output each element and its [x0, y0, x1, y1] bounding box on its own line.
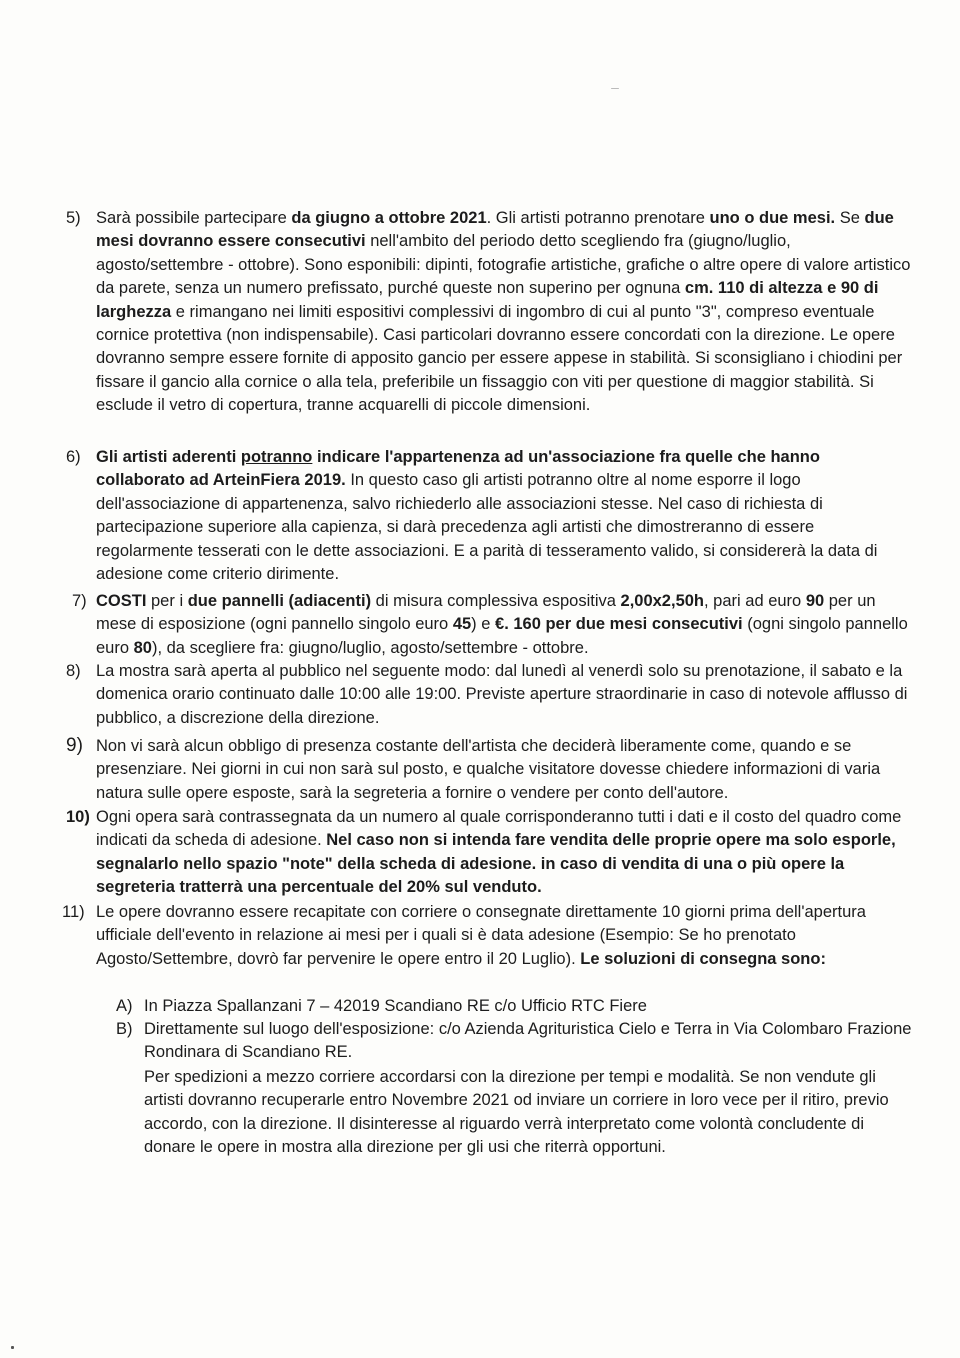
subitem-letter: A): [116, 997, 133, 1015]
bold-text: 80: [133, 638, 152, 657]
text-run: La mostra sarà aperta al pubblico nel seguente modo: dal lunedì al venerdì solo su prenotazione, il sabato e la domenica orario continuato dalle 10:00 alle 19:00. Previste aperture straordinarie in caso di notevole afflusso di pubblico, a discrezione della direzione.: [96, 662, 908, 727]
item-number: 9): [66, 735, 83, 756]
text-run: Se: [835, 209, 865, 227]
item-number: 6): [66, 448, 81, 466]
text-run: ), da scegliere fra: giugno/luglio, agosto/settembre - ottobre.: [151, 638, 589, 657]
text-run: Ogni opera sarà contrassegnata da un numero al quale corrisponderanno tutti i dati e il costo del quadro come indicati da scheda di adesione.: [96, 808, 902, 850]
text-run: di misura complessiva espositiva: [371, 592, 621, 610]
subitem-text: Direttamente sul luogo dell'esposizione: c/o Azienda Agrituristica Cielo e Terra in Via Colombaro Frazione Rondinara di Scandiano RE.: [144, 1020, 912, 1062]
bold-text: cm. 110 di altezza e 90 di larghezza: [96, 279, 879, 321]
subitem-letter: B): [116, 1020, 133, 1038]
text-run: nell'ambito del periodo detto scegliendo fra (giugno/luglio, agosto/settembre - ottobre). Sono esponibili: dipinti, fotografie artistiche, grafiche o altre opere di valore artistico da parete, senza un numero prefissato, purché queste non superino per ognuna: [96, 232, 911, 298]
text-run: Sarà possibile partecipare: [96, 209, 292, 227]
bold-text: 90: [805, 592, 825, 610]
text-run: Non vi sarà alcun obbligo di presenza costante dell'artista che deciderà liberamente come, quando e se presenziare. Nei giorni in cui non sarà sul posto, e qualche visitatore dovesse chiedere informazioni di varia natura sulle opere esposte, sarà la segreteria a fornire o vendere per conto dell'autore.: [96, 737, 881, 802]
item-number: 5): [66, 209, 81, 227]
bold-text: 2,00x2,50h: [620, 592, 704, 610]
bold-text: €. 160 per due mesi consecutivi: [495, 615, 743, 634]
text-run: e rimangano nei limiti espositivi complessivi di ingombro di cui al punto "3", compreso eventuale cornice protettiva (non indispensabile). Casi particolari dovranno essere concordati con la direzione. Le opere dovranno sempre essere fornite di apposito gancio per essere appese in stabilità. Si sconsigliano i chiodini per fissare il gancio alla cornice o alla tela, preferibile un fissaggio con viti per questione di maggior stabilità. Si esclude il vetro di copertura, tranne acquarelli di piccole dimensioni.: [96, 302, 903, 415]
bold-text: due mesi dovranno essere consecutivi: [96, 209, 894, 251]
bold-text: Nel caso non si intenda fare vendita delle proprie opere ma solo esporle, segnalarlo nello spazio "note" della scheda di adesione. in caso di vendita di una o più opere la segreteria tratterrà una percentuale del 20% sul venduto.: [96, 831, 896, 897]
text-run: Le opere dovranno essere recapitate con corriere o consegnate direttamente 10 giorni prima dell'apertura ufficiale dell'evento in relazione ai mesi per i quali si è data adesione (Esempio: Se ho prenotato Agosto/Settembre, dovrò far pervenire le opere entro il 20 Luglio).: [96, 903, 866, 968]
item-paragraph: [96, 446, 911, 586]
bold-text: uno o due mesi.: [709, 209, 836, 227]
bold-text: Le soluzioni di consegna sono:: [580, 949, 826, 968]
bold-text: Gli artisti aderenti: [96, 448, 241, 466]
bold-text: da giugno a ottobre 2021: [291, 209, 487, 227]
closing-paragraph: Per spedizioni a mezzo corriere accordarsi con la direzione per tempi e modalità. Se non vendute gli artisti dovranno recuperarle entro Novembre 2021 od inviare un corriere in loro vece per il ritiro, previo accordo, con la direzione. Il disinteresse al riguardo verrà interpretato come volontà concludente di donare le opere in mostra alla direzione per gli usi che riterrà opportuni.: [144, 1068, 889, 1157]
text-run: per un mese di esposizione (ogni pannello singolo euro: [96, 592, 876, 634]
bold-text: potranno: [240, 448, 313, 466]
bold-text: indicare l'appartenenza ad un'associazione fra quelle che hanno collaborato ad ArteinFiera 2019.: [96, 448, 820, 490]
scan-speck: [611, 88, 619, 89]
item-number: 11): [62, 903, 85, 921]
text-run: (ogni singolo pannello euro: [96, 615, 908, 657]
text-run: , pari ad euro: [704, 592, 806, 610]
bold-text: COSTI: [96, 592, 147, 610]
item-number: 10): [66, 808, 90, 826]
item-number: 8): [66, 662, 81, 680]
bold-text: due pannelli (adiacenti): [187, 592, 372, 610]
item-number: 7): [72, 592, 87, 610]
item-paragraph: [96, 590, 916, 660]
text-run: per i: [146, 592, 188, 610]
text-run: . Gli artisti potranno prenotare: [486, 209, 710, 227]
subitem-text: In Piazza Spallanzani 7 – 42019 Scandiano RE c/o Ufficio RTC Fiere: [144, 997, 647, 1015]
text-run: ) e: [471, 615, 496, 634]
text-run: In questo caso gli artisti potranno oltre al nome esporre il logo dell'associazione di appartenenza, salvo richiederlo alle associazioni stesse. Nel caso di richiesta di partecipazione superiore alla capienza, si darà precedenza agli artisti che dimostreranno di essere regolarmente tesserati con le dette associazioni. E a parità di tesseramento valido, si considererà la data di adesione come criterio dirimente.: [96, 471, 878, 584]
item-paragraph: [96, 806, 908, 900]
scan-speck: [11, 1346, 14, 1349]
item-paragraph: [96, 735, 914, 805]
item-paragraph: [96, 207, 916, 418]
item-paragraph: [96, 660, 914, 730]
bold-text: 45: [452, 615, 472, 634]
item-paragraph: [96, 901, 908, 971]
